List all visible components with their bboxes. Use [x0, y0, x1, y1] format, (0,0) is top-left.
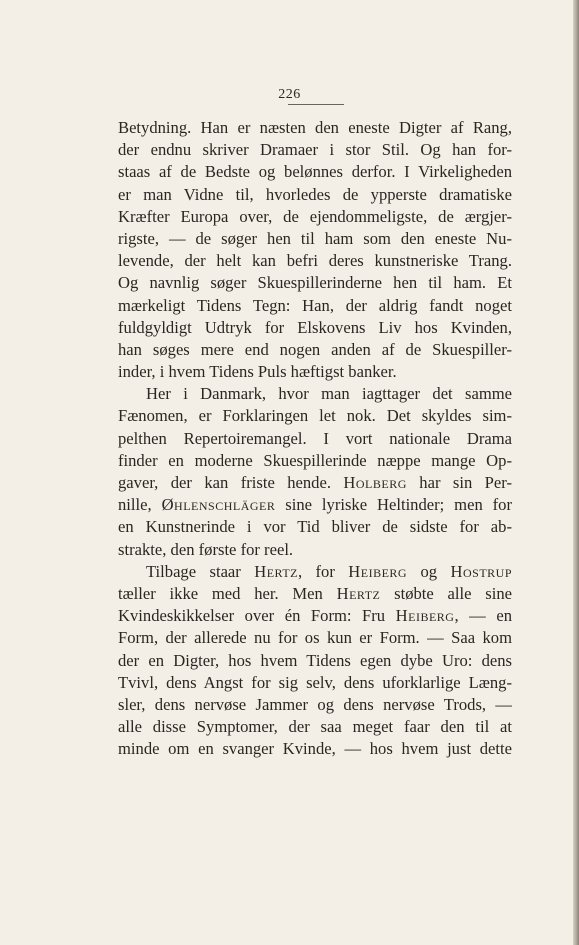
text-line	[118, 472, 512, 494]
text-segment: strakte, den første for reel.	[118, 539, 294, 559]
text-line	[118, 605, 512, 627]
text-line	[118, 450, 512, 472]
text-line	[118, 716, 512, 738]
text-segment: sler, dens nervøse Jammer og dens nervøse Trods, —	[118, 694, 512, 714]
text-segment: Kræfter Europa over, de ejendommeligste, de ærgjer-	[118, 206, 512, 226]
text-segment: alle disse Symptomer, der saa meget faar den til at	[118, 717, 512, 737]
text-segment: fuldgyldigt Udtryk for Elskovens Liv hos Kvinden,	[118, 317, 512, 337]
text-segment: Fænomen, er Forklaringen let nok. Det skyldes sim-	[118, 406, 512, 426]
text-segment: en Kunstnerinde i vor Tid bliver de sidste for ab-	[118, 517, 512, 537]
text-segment: Og navnlig søger Skuespillerinderne hen til ham. Et	[118, 273, 512, 293]
text-line	[118, 272, 512, 294]
text-segment: der endnu skriver Dramaer i stor Stil. Og han for-	[118, 140, 512, 160]
text-line	[118, 383, 512, 405]
text-segment: finder en moderne Skuespillerinde næppe mange Op-	[118, 450, 512, 470]
small-caps-name: Hertz	[254, 561, 298, 581]
text-segment: tæller ikke med her. Men	[118, 583, 337, 603]
text-segment: , for	[297, 561, 349, 581]
text-line	[118, 428, 512, 450]
text-segment: staas af de Bedste og belønnes derfor. I Virkeligheden	[118, 162, 512, 182]
text-line	[118, 361, 512, 383]
small-caps-name: Heiberg	[348, 561, 408, 581]
text-segment: levende, der helt kan befri deres kunstneriske Trang.	[118, 251, 512, 271]
small-caps-name: Holberg	[343, 473, 407, 492]
text-segment: Her i Danmark, hvor man iagttager det samme	[146, 384, 512, 404]
small-caps-name: Hertz	[336, 583, 381, 603]
text-segment: minde om en svanger Kvinde, — hos hvem just dette	[118, 739, 512, 759]
text-line	[118, 405, 512, 427]
text-line	[118, 627, 512, 649]
text-segment: Tvivl, dens Angst for sig selv, dens uforklarlige Læng-	[118, 672, 512, 692]
text-segment: har sin Per-	[406, 473, 512, 492]
text-line	[118, 694, 512, 716]
text-segment: mærkeligt Tidens Tegn: Han, der aldrig fandt noget	[118, 295, 512, 315]
small-caps-name: Øhlenschläger	[161, 495, 276, 515]
text-line	[118, 650, 512, 672]
text-segment: nille,	[118, 495, 162, 515]
page-edge-shadow	[573, 0, 579, 945]
text-segment: er man Vidne til, hvorledes de ypperste dramatiske	[118, 184, 512, 204]
text-line	[118, 561, 512, 583]
text-segment: Tilbage staar	[146, 561, 255, 581]
text-segment: gaver, der kan friste hende.	[118, 473, 344, 492]
text-segment: , — en	[454, 606, 512, 626]
text-line	[118, 516, 512, 538]
page-number: 226	[278, 87, 301, 102]
text-line	[118, 228, 512, 250]
page-number-rule	[288, 104, 344, 105]
text-segment: Kvindeskikkelser over én Form: Fru	[118, 606, 396, 626]
small-caps-name: Heiberg	[395, 606, 455, 626]
text-segment: der en Digter, hos hvem Tidens egen dybe Uro: dens	[118, 650, 512, 670]
text-line	[118, 250, 512, 272]
text-line	[118, 161, 512, 183]
text-segment: inder, i hvem Tidens Puls hæftigst banker.	[118, 362, 397, 382]
text-line	[118, 539, 512, 561]
text-line	[118, 317, 512, 339]
text-line	[118, 339, 512, 361]
text-line	[118, 494, 512, 516]
text-segment: Form, der allerede nu for os kun er Form. — Saa kom	[118, 628, 512, 648]
text-segment: støbte alle sine	[380, 583, 512, 603]
text-segment: og	[407, 561, 451, 581]
text-segment: han søges mere end nogen anden af de Skuespiller-	[118, 339, 512, 359]
text-line	[118, 295, 512, 317]
text-segment: pelthen Repertoiremangel. I vort nationale Drama	[118, 428, 512, 448]
text-line	[118, 672, 512, 694]
small-caps-name: Hostrup	[450, 561, 512, 581]
text-line	[118, 139, 512, 161]
text-line	[118, 583, 512, 605]
text-segment: Betydning. Han er næsten den eneste Digter af Rang,	[118, 118, 512, 137]
text-segment: rigste, — de søger hen til ham som den eneste Nu-	[118, 228, 512, 248]
body-text	[118, 117, 512, 760]
text-line	[118, 117, 512, 139]
text-line	[118, 738, 512, 760]
text-segment: sine lyriske Heltinder; men for	[275, 495, 512, 515]
text-line	[118, 184, 512, 206]
text-line	[118, 206, 512, 228]
